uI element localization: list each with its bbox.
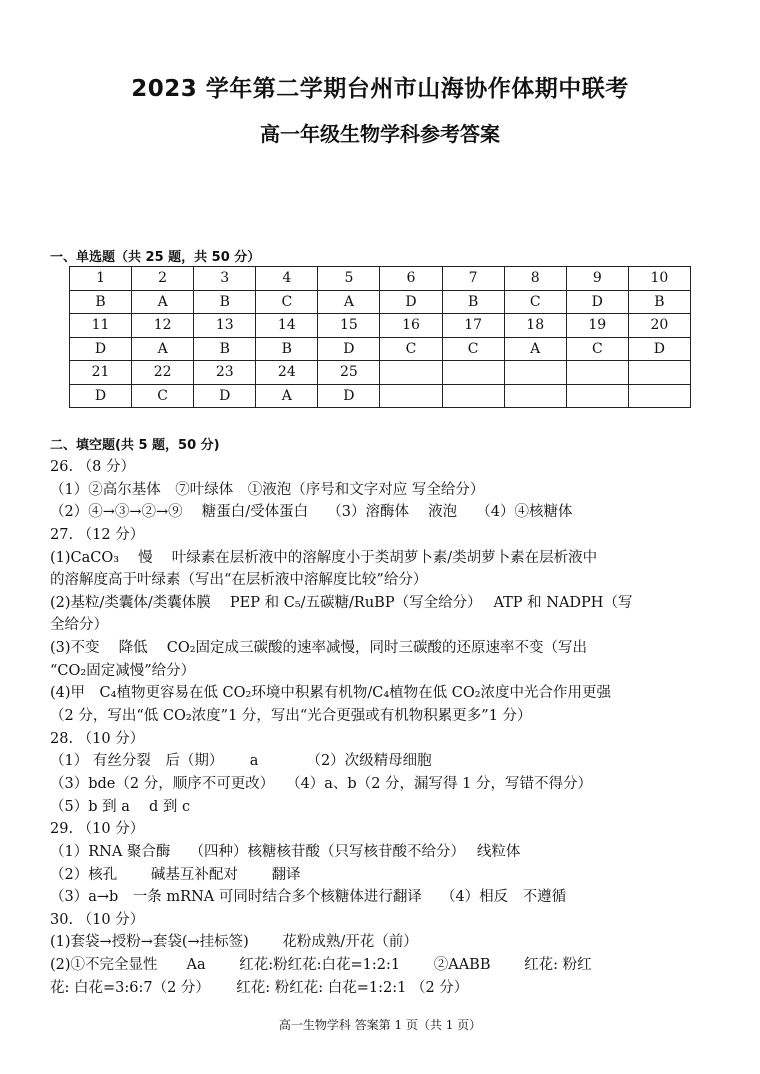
table-cell: B (256, 337, 318, 361)
answer-line: (2)基粒/类囊体/类囊体膜 PEP 和 C₅/五碳糖/RuBP（写全给分） ATP 和 NADPH（写 (50, 594, 633, 611)
table-cell: 11 (70, 314, 132, 338)
answer-line: 30. （10 分） (50, 911, 145, 928)
table-cell: D (194, 384, 256, 408)
table-cell: 1 (70, 267, 132, 291)
table-cell: 22 (132, 361, 194, 385)
table-cell: D (380, 290, 442, 314)
answer-line: (2)①不完全显性 Aa 红花:粉红花:白花=1:2:1 ②AABB 红花: 粉红 (50, 957, 592, 974)
answer-line: 26. （8 分） (50, 459, 136, 475)
answer-line: 28. （10 分） (50, 730, 145, 747)
table-cell: D (70, 337, 132, 361)
answer-line: “CO₂固定减慢”给分） (50, 662, 196, 679)
answer-line: (1)CaCO₃ 慢 叶绿素在层析液中的溶解度小于类胡萝卜素/类胡萝卜素在层析液中 (50, 549, 598, 566)
table-cell: 18 (504, 314, 566, 338)
table-cell (628, 361, 690, 385)
table-cell: 21 (70, 361, 132, 385)
table-row (70, 384, 691, 408)
table-row (70, 337, 691, 361)
table-cell: 8 (504, 267, 566, 291)
section-heading-fill: 二、填空题(共 5 题，50 分) (50, 438, 220, 453)
table-cell: 25 (318, 361, 380, 385)
answer-line: （1） 有丝分裂 后（期） a （2）次级精母细胞 (50, 753, 432, 770)
table-cell: B (70, 290, 132, 314)
answer-line: 花: 白花=3:6:7（2 分） 红花: 粉红花: 白花=1:2:1 （2 分） (50, 979, 469, 996)
table-cell: 3 (194, 267, 256, 291)
answer-line: 的溶解度高于叶绿素（写出“在层析液中溶解度比较”给分） (50, 572, 428, 589)
answer-line: （2 分，写出“低 CO₂浓度”1 分，写出“光合更强或有机物积累更多”1 分） (50, 708, 532, 725)
page-subtitle: 高一年级生物学科参考答案 (260, 122, 500, 146)
table-cell: A (504, 337, 566, 361)
table-row (70, 267, 691, 291)
table-cell: A (256, 384, 318, 408)
answer-line: 29. （10 分） (50, 821, 145, 838)
table-row (70, 314, 691, 338)
table-cell: B (628, 290, 690, 314)
table-cell: B (194, 337, 256, 361)
table-cell: 19 (566, 314, 628, 338)
table-cell: 24 (256, 361, 318, 385)
table-cell: C (504, 290, 566, 314)
table-cell: 13 (194, 314, 256, 338)
table-cell: 7 (442, 267, 504, 291)
table-cell (628, 384, 690, 408)
table-cell: A (132, 337, 194, 361)
answer-line: 27. （12 分） (50, 526, 145, 543)
answer-table (69, 266, 691, 408)
table-cell: A (318, 290, 380, 314)
table-cell: 10 (628, 267, 690, 291)
table-cell: 12 (132, 314, 194, 338)
table-cell: 4 (256, 267, 318, 291)
table-cell (566, 384, 628, 408)
answer-line: （3）a→b 一条 mRNA 可同时结合多个核糖体进行翻译 （4）相反 不遵循 (50, 889, 567, 906)
table-cell: B (442, 290, 504, 314)
answer-line: （2）核孔 碱基互补配对 翻译 (50, 866, 301, 883)
table-cell: D (318, 337, 380, 361)
table-cell (566, 361, 628, 385)
table-row (70, 290, 691, 314)
table-cell: D (566, 290, 628, 314)
table-cell (504, 384, 566, 408)
table-cell: 16 (380, 314, 442, 338)
table-cell: 23 (194, 361, 256, 385)
table-cell: 17 (442, 314, 504, 338)
page-title: 2023 学年第二学期台州市山海协作体期中联考 (131, 76, 629, 102)
table-cell: C (132, 384, 194, 408)
table-cell: D (318, 384, 380, 408)
table-cell: 6 (380, 267, 442, 291)
table-cell: C (566, 337, 628, 361)
answer-line: (4)甲 C₄植物更容易在低 CO₂环境中积累有机物/C₄植物在低 CO₂浓度中光合作用更强 (50, 685, 612, 702)
table-cell: 5 (318, 267, 380, 291)
answer-line: （3）bde（2 分，顺序不可更改） （4）a、b（2 分，漏写得 1 分，写错不得分） (50, 775, 592, 792)
table-cell (442, 361, 504, 385)
table-cell: 15 (318, 314, 380, 338)
answer-line: 全给分） (50, 617, 108, 634)
answer-body (50, 456, 714, 999)
table-cell: A (132, 290, 194, 314)
table-cell: 20 (628, 314, 690, 338)
table-cell (380, 361, 442, 385)
table-cell: 14 (256, 314, 318, 338)
answer-line: (3)不变 降低 CO₂固定成三碳酸的速率减慢，同时三碳酸的还原速率不变（写出 (50, 640, 588, 657)
table-cell: C (256, 290, 318, 314)
table-cell (380, 384, 442, 408)
table-cell (504, 361, 566, 385)
table-cell: B (194, 290, 256, 314)
table-cell: C (380, 337, 442, 361)
answer-line: （1）②高尔基体 ⑦叶绿体 ①液泡（序号和文字对应 写全给分） (50, 481, 485, 498)
table-cell (442, 384, 504, 408)
answer-line: (1)套袋→授粉→套袋(→挂标签) 花粉成熟/开花（前） (50, 934, 418, 951)
table-cell: D (628, 337, 690, 361)
table-cell: 2 (132, 267, 194, 291)
table-cell: 9 (566, 267, 628, 291)
table-cell: C (442, 337, 504, 361)
page-footer: 高一生物学科 答案第 1 页（共 1 页） (278, 1018, 482, 1032)
answer-line: （2）④→③→②→⑨ 糖蛋白/受体蛋白 （3）溶酶体 液泡 （4）④核糖体 (50, 504, 573, 521)
answer-line: （5）b 到 a d 到 c (50, 798, 191, 815)
table-cell: D (70, 384, 132, 408)
section-heading-choice: 一、单选题（共 25 题，共 50 分） (50, 250, 261, 265)
answer-line: （1）RNA 聚合酶 （四种）核糖核苷酸（只写核苷酸不给分） 线粒体 (50, 843, 521, 860)
table-row (70, 361, 691, 385)
